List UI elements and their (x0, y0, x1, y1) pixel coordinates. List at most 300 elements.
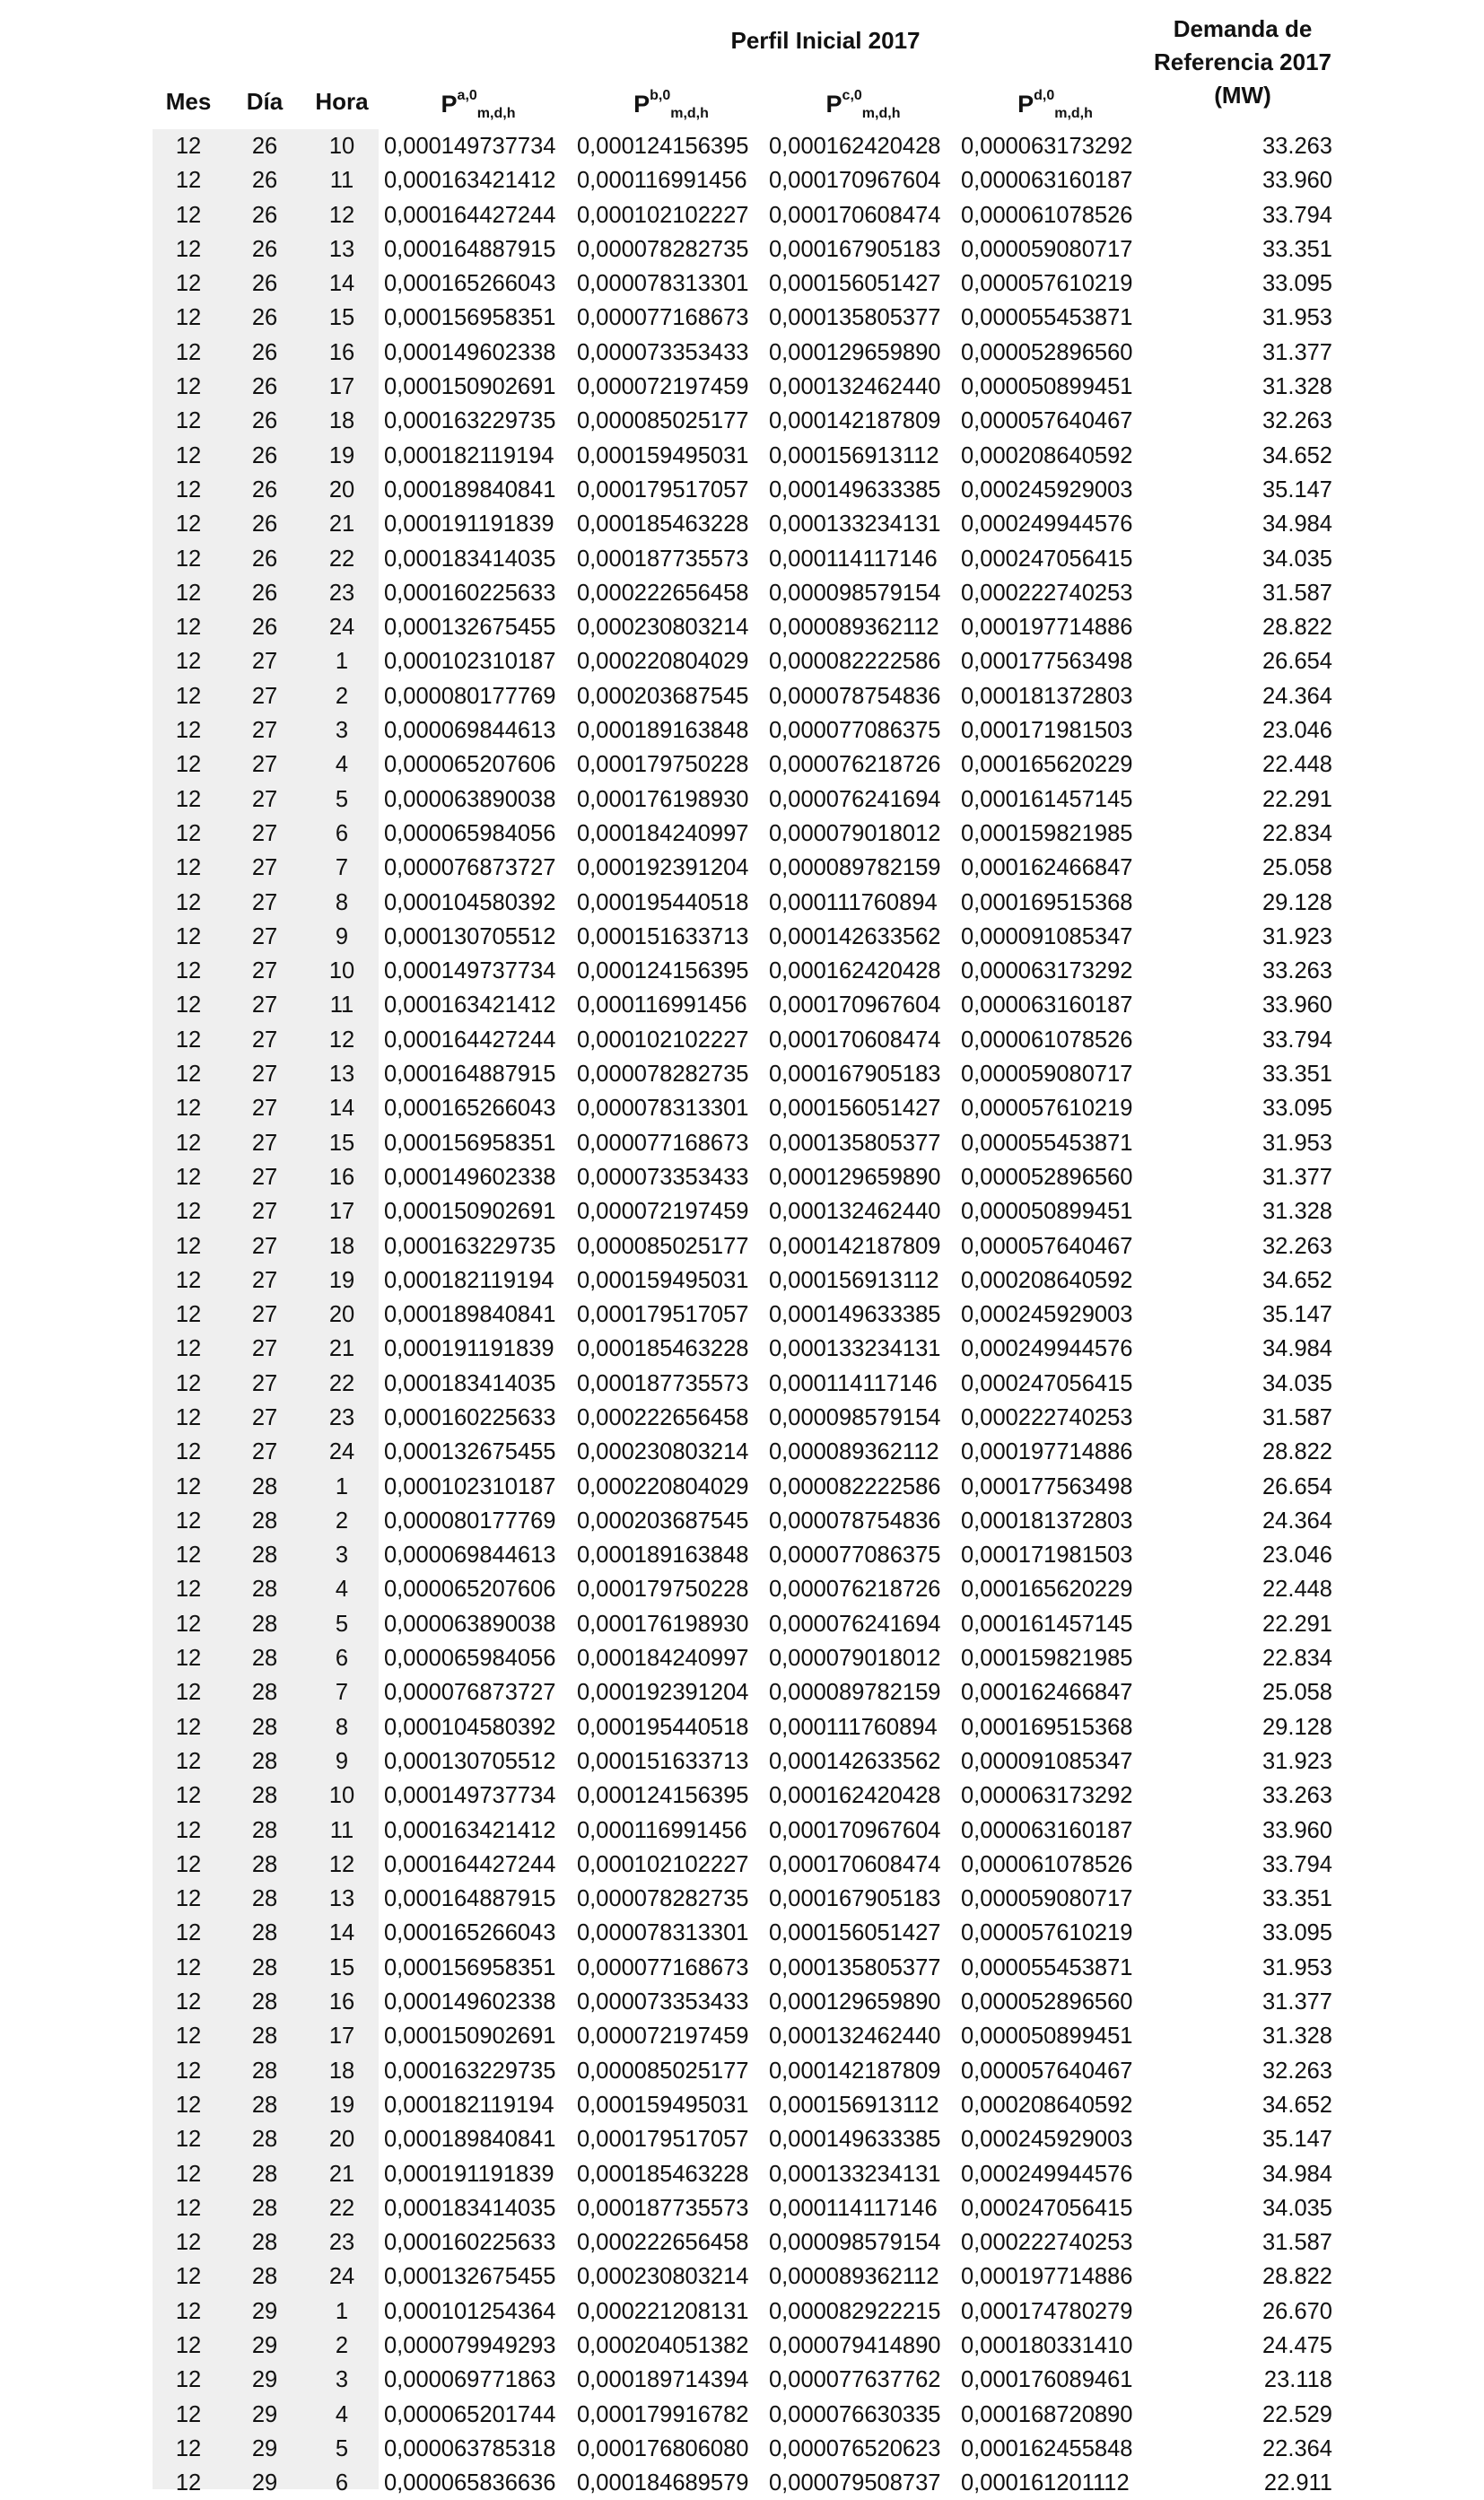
table-row (0, 747, 1484, 782)
table-row (0, 2225, 1484, 2260)
pb-value-cell: 0,000072197459 (577, 1199, 749, 1225)
dia-cell: 28 (251, 1508, 278, 1534)
pc-value-cell: 0,000156913112 (769, 442, 939, 468)
pc-value-cell: 0,000079018012 (769, 820, 941, 846)
dia-cell: 26 (251, 134, 278, 159)
demand-value-cell: 33.351 (1262, 1062, 1332, 1088)
hora-cell: 15 (328, 305, 355, 331)
mes-cell: 12 (175, 615, 202, 641)
mes-cell: 12 (175, 1062, 202, 1088)
pc-value-cell: 0,000162420428 (769, 958, 941, 984)
p-subscript: m,d,h (670, 106, 709, 121)
pa-value-cell: 0,000065836636 (384, 2470, 556, 2496)
pc-value-cell: 0,000111760894 (769, 1714, 938, 1740)
dia-cell: 26 (251, 168, 278, 194)
pc-value-cell: 0,000142633562 (769, 1748, 941, 1774)
pb-value-cell: 0,000179517057 (577, 1302, 749, 1328)
hora-cell: 23 (328, 580, 355, 606)
pd-value-cell: 0,000169515368 (961, 889, 1133, 915)
pc-value-cell: 0,000076218726 (769, 1577, 941, 1603)
demand-header-line: Demanda de (1173, 15, 1313, 42)
dia-cell: 26 (251, 511, 278, 538)
pc-value-cell: 0,000129659890 (769, 1164, 941, 1190)
table-row (0, 2191, 1484, 2225)
hora-cell: 4 (335, 2401, 349, 2427)
dia-cell: 26 (251, 615, 278, 641)
hora-cell: 1 (335, 2298, 349, 2324)
demand-value-cell: 22.291 (1262, 1611, 1332, 1637)
dia-cell: 28 (251, 1886, 278, 1912)
demand-value-cell: 34.984 (1262, 1336, 1332, 1362)
pc-value-cell: 0,000082222586 (769, 649, 941, 675)
hora-cell: 20 (328, 2127, 355, 2153)
hora-cell: 3 (335, 2367, 349, 2393)
mes-cell: 12 (175, 1817, 202, 1843)
demand-value-cell: 23.046 (1262, 718, 1332, 744)
mes-cell: 12 (175, 305, 202, 331)
pd-value-cell: 0,000181372803 (961, 683, 1133, 709)
pb-value-cell: 0,000085025177 (577, 1233, 749, 1259)
pb-value-cell: 0,000185463228 (577, 511, 749, 538)
dia-cell: 26 (251, 374, 278, 400)
mes-cell: 12 (175, 2470, 202, 2496)
demand-header-line: Referencia 2017 (1153, 48, 1332, 75)
table-row (0, 1332, 1484, 1366)
pd-value-cell: 0,000169515368 (961, 1714, 1133, 1740)
demand-value-cell: 29.128 (1262, 889, 1332, 915)
hora-cell: 13 (328, 1062, 355, 1088)
pb-value-cell: 0,000151633713 (577, 923, 749, 949)
mes-cell: 12 (175, 202, 202, 228)
pd-value-cell: 0,000159821985 (961, 1646, 1133, 1672)
pa-value-cell: 0,000150902691 (384, 2024, 556, 2050)
pa-value-cell: 0,000163421412 (384, 992, 556, 1018)
demand-value-cell: 22.834 (1262, 820, 1332, 846)
pd-value-cell: 0,000063173292 (961, 958, 1133, 984)
pd-value-cell: 0,000161457145 (961, 1611, 1133, 1637)
pa-value-cell: 0,000183414035 (384, 546, 556, 572)
table-row (0, 1298, 1484, 1332)
demand-value-cell: 35.147 (1262, 2127, 1332, 2153)
pd-value-cell: 0,000222740253 (961, 1404, 1133, 1430)
demand-value-cell: 26.654 (1262, 649, 1332, 675)
dia-cell: 28 (251, 1611, 278, 1637)
mes-cell: 12 (175, 271, 202, 297)
pd-value-cell: 0,000061078526 (961, 1851, 1133, 1877)
dia-cell: 28 (251, 1851, 278, 1877)
hora-cell: 15 (328, 1130, 355, 1156)
pa-value-cell: 0,000102310187 (384, 649, 556, 675)
pa-value-cell: 0,000163229735 (384, 1233, 556, 1259)
pd-value-cell: 0,000052896560 (961, 339, 1133, 365)
table-row (0, 507, 1484, 541)
pa-value-cell: 0,000149737734 (384, 958, 556, 984)
pb-value-cell: 0,000179750228 (577, 1577, 749, 1603)
table-row (0, 988, 1484, 1022)
table-row (0, 1641, 1484, 1675)
table-row (0, 1744, 1484, 1779)
pc-value-cell: 0,000077086375 (769, 1543, 941, 1569)
pc-value-cell: 0,000089782159 (769, 1680, 941, 1706)
table-row (0, 2054, 1484, 2088)
mes-cell: 12 (175, 236, 202, 262)
pb-value-cell: 0,000073353433 (577, 1989, 749, 2015)
dia-cell: 28 (251, 1714, 278, 1740)
pb-value-cell: 0,000184240997 (577, 1646, 749, 1672)
hora-cell: 16 (328, 339, 355, 365)
mes-cell: 12 (175, 476, 202, 503)
pc-value-cell: 0,000149633385 (769, 1302, 941, 1328)
dia-cell: 26 (251, 236, 278, 262)
pc-column-header (769, 88, 957, 122)
table-row (0, 1951, 1484, 1985)
pb-value-cell: 0,000073353433 (577, 339, 749, 365)
table-row (0, 1091, 1484, 1125)
dia-cell: 29 (251, 2470, 278, 2496)
pa-value-cell: 0,000156958351 (384, 305, 556, 331)
pa-value-cell: 0,000165266043 (384, 1920, 556, 1946)
demand-value-cell: 34.035 (1262, 2195, 1332, 2221)
dia-cell: 28 (251, 1783, 278, 1809)
pb-value-cell: 0,000230803214 (577, 2264, 749, 2290)
p-subscript: m,d,h (1054, 106, 1093, 121)
hora-cell: 18 (328, 1233, 355, 1259)
table-row (0, 1229, 1484, 1263)
pc-value-cell: 0,000089362112 (769, 615, 939, 641)
hora-cell: 10 (328, 134, 355, 159)
table-row (0, 129, 1484, 163)
dia-cell: 27 (251, 992, 278, 1018)
table-row (0, 713, 1484, 747)
pd-value-cell: 0,000061078526 (961, 1027, 1133, 1053)
pd-value-cell: 0,000222740253 (961, 2230, 1133, 2256)
demand-value-cell: 31.923 (1262, 923, 1332, 949)
table-row (0, 1401, 1484, 1435)
table-row (0, 2088, 1484, 2122)
table-row (0, 817, 1484, 851)
hora-cell: 13 (328, 236, 355, 262)
table-row (0, 232, 1484, 267)
pa-value-cell: 0,000191191839 (384, 1336, 554, 1362)
dia-cell: 28 (251, 1473, 278, 1499)
pd-value-cell: 0,000162466847 (961, 855, 1133, 881)
dia-cell: 27 (251, 1336, 278, 1362)
hora-cell: 7 (335, 1680, 349, 1706)
pc-value-cell: 0,000129659890 (769, 1989, 941, 2015)
table-row (0, 542, 1484, 576)
pd-value-cell: 0,000247056415 (961, 1370, 1133, 1396)
pb-value-cell: 0,000184240997 (577, 820, 749, 846)
table-row (0, 2329, 1484, 2363)
demand-value-cell: 28.822 (1262, 615, 1332, 641)
hora-cell: 12 (328, 1027, 355, 1053)
pd-value-cell: 0,000176089461 (961, 2367, 1133, 2393)
pa-value-cell: 0,000164887915 (384, 236, 556, 262)
demand-value-cell: 28.822 (1262, 2264, 1332, 2290)
demand-value-cell: 34.652 (1262, 1267, 1332, 1293)
pa-value-cell: 0,000069844613 (384, 718, 556, 744)
table-row (0, 1470, 1484, 1504)
pd-value-cell: 0,000249944576 (961, 1336, 1133, 1362)
pa-value-cell: 0,000165266043 (384, 1096, 556, 1122)
mes-cell: 12 (175, 374, 202, 400)
dia-cell: 28 (251, 1543, 278, 1569)
pc-value-cell: 0,000167905183 (769, 1062, 941, 1088)
demand-value-cell: 33.263 (1262, 1783, 1332, 1809)
mes-cell: 12 (175, 855, 202, 881)
pb-value-cell: 0,000185463228 (577, 2161, 749, 2187)
hora-cell: 7 (335, 855, 349, 881)
pc-value-cell: 0,000156051427 (769, 271, 941, 297)
hora-cell: 17 (328, 374, 355, 400)
pa-value-cell: 0,000182119194 (384, 442, 554, 468)
pc-value-cell: 0,000167905183 (769, 236, 941, 262)
pc-value-cell: 0,000079508737 (769, 2470, 941, 2496)
pb-value-cell: 0,000116991456 (577, 992, 747, 1018)
pa-value-cell: 0,000132675455 (384, 2264, 556, 2290)
pd-value-cell: 0,000059080717 (961, 1886, 1133, 1912)
demand-value-cell: 31.587 (1262, 580, 1332, 606)
pc-value-cell: 0,000076630335 (769, 2401, 941, 2427)
demand-value-cell: 31.953 (1262, 305, 1332, 331)
dia-cell: 27 (251, 1062, 278, 1088)
table-row (0, 1194, 1484, 1228)
pb-value-cell: 0,000230803214 (577, 615, 749, 641)
mes-cell: 12 (175, 1164, 202, 1190)
pa-value-cell: 0,000163229735 (384, 2058, 556, 2084)
demand-value-cell: 31.328 (1262, 374, 1332, 400)
pb-value-cell: 0,000195440518 (577, 1714, 749, 1740)
demand-value-cell: 22.911 (1263, 2470, 1332, 2496)
mes-cell: 12 (175, 1783, 202, 1809)
pd-value-cell: 0,000245929003 (961, 2127, 1133, 2153)
mes-cell: 12 (175, 1336, 202, 1362)
demand-value-cell: 33.263 (1262, 134, 1332, 159)
pb-value-cell: 0,000187735573 (577, 1370, 749, 1396)
mes-cell: 12 (175, 168, 202, 194)
pc-value-cell: 0,000170608474 (769, 1851, 941, 1877)
pa-value-cell: 0,000104580392 (384, 889, 556, 915)
pb-value-cell: 0,000179750228 (577, 752, 749, 778)
dia-cell: 27 (251, 683, 278, 709)
pc-value-cell: 0,000076241694 (769, 786, 941, 812)
demand-value-cell: 34.035 (1262, 1370, 1332, 1396)
mes-cell: 12 (175, 408, 202, 434)
pd-value-cell: 0,000063160187 (961, 1817, 1133, 1843)
pd-value-cell: 0,000050899451 (961, 2024, 1133, 2050)
pb-value-cell: 0,000176806080 (577, 2435, 749, 2461)
hora-cell: 22 (328, 546, 355, 572)
table-row (0, 404, 1484, 438)
mes-cell: 12 (175, 752, 202, 778)
pb-value-cell: 0,000176198930 (577, 786, 749, 812)
dia-cell: 28 (251, 2127, 278, 2153)
pc-value-cell: 0,000078754836 (769, 683, 941, 709)
demand-value-cell: 24.364 (1262, 1508, 1332, 1534)
hora-cell: 1 (335, 1473, 349, 1499)
dia-cell: 26 (251, 476, 278, 503)
table-row (0, 336, 1484, 370)
pa-value-cell: 0,000163421412 (384, 168, 556, 194)
pd-value-cell: 0,000061078526 (961, 202, 1133, 228)
dia-cell: 26 (251, 305, 278, 331)
table-row (0, 370, 1484, 404)
pb-value-cell: 0,000077168673 (577, 1130, 749, 1156)
hora-cell: 11 (329, 992, 354, 1018)
p-superscript: d,0 (1034, 88, 1055, 103)
pa-value-cell: 0,000160225633 (384, 2230, 556, 2256)
pd-value-cell: 0,000208640592 (961, 2092, 1133, 2118)
pd-value-cell: 0,000057640467 (961, 1233, 1133, 1259)
dia-cell: 27 (251, 1027, 278, 1053)
pa-value-cell: 0,000164427244 (384, 1851, 556, 1877)
hora-cell: 22 (328, 1370, 355, 1396)
pc-value-cell: 0,000156913112 (769, 2092, 939, 2118)
pb-value-cell: 0,000230803214 (577, 1439, 749, 1465)
pd-value-cell: 0,000197714886 (961, 2264, 1133, 2290)
demand-value-cell: 24.475 (1262, 2333, 1332, 2358)
pd-value-cell: 0,000052896560 (961, 1989, 1133, 2015)
table-row (0, 2295, 1484, 2329)
pb-value-cell: 0,000159495031 (577, 1267, 749, 1293)
pa-value-cell: 0,000063785318 (384, 2435, 556, 2461)
hora-cell: 16 (328, 1164, 355, 1190)
pa-value-cell: 0,000069844613 (384, 1543, 556, 1569)
pa-value-cell: 0,000189840841 (384, 1302, 556, 1328)
table-row (0, 1504, 1484, 1538)
table-row (0, 1607, 1484, 1641)
demand-value-cell: 22.448 (1262, 752, 1332, 778)
hora-cell: 19 (328, 1267, 355, 1293)
hora-cell: 17 (328, 1199, 355, 1225)
pc-value-cell: 0,000076218726 (769, 752, 941, 778)
pc-value-cell: 0,000162420428 (769, 134, 941, 159)
demand-value-cell: 35.147 (1262, 1302, 1332, 1328)
pc-value-cell: 0,000132462440 (769, 374, 941, 400)
pd-value-cell: 0,000171981503 (961, 718, 1133, 744)
pc-value-cell: 0,000135805377 (769, 1954, 941, 1980)
table-row (0, 2432, 1484, 2466)
mes-cell: 12 (175, 889, 202, 915)
dia-cell: 29 (251, 2435, 278, 2461)
dia-cell: 28 (251, 2092, 278, 2118)
demand-value-cell: 31.953 (1262, 1954, 1332, 1980)
hora-cell: 18 (328, 2058, 355, 2084)
p-superscript: c,0 (842, 88, 862, 103)
dia-cell: 28 (251, 1954, 278, 1980)
pc-value-cell: 0,000142187809 (769, 1233, 941, 1259)
hora-cell: 10 (328, 958, 355, 984)
pa-value-cell: 0,000156958351 (384, 1954, 556, 1980)
pd-value-cell: 0,000247056415 (961, 2195, 1133, 2221)
pc-value-cell: 0,000078754836 (769, 1508, 941, 1534)
mes-cell: 12 (175, 1954, 202, 1980)
p-symbol: P (441, 91, 458, 118)
table-row (0, 2363, 1484, 2397)
pd-value-cell: 0,000057610219 (961, 1920, 1133, 1946)
mes-cell: 12 (175, 546, 202, 572)
dia-cell: 28 (251, 1680, 278, 1706)
pb-value-cell: 0,000078282735 (577, 1062, 749, 1088)
pc-value-cell: 0,000156913112 (769, 1267, 939, 1293)
hora-cell: 23 (328, 2230, 355, 2256)
pa-value-cell: 0,000189840841 (384, 476, 556, 503)
table-row (0, 163, 1484, 197)
demand-value-cell: 22.834 (1262, 1646, 1332, 1672)
table-row (0, 1675, 1484, 1709)
table-row (0, 2019, 1484, 2053)
pb-value-cell: 0,000192391204 (577, 1680, 749, 1706)
mes-cell: 12 (175, 1989, 202, 2015)
dia-cell: 27 (251, 718, 278, 744)
pc-value-cell: 0,000089362112 (769, 2264, 939, 2290)
mes-cell: 12 (175, 1577, 202, 1603)
table-title: Perfil Inicial 2017 (730, 27, 921, 54)
pa-value-cell: 0,000069771863 (384, 2367, 556, 2393)
mes-cell: 12 (175, 2264, 202, 2290)
pb-value-cell: 0,000203687545 (577, 683, 749, 709)
demand-header-line: (MW) (1214, 82, 1271, 109)
pd-value-cell: 0,000059080717 (961, 1062, 1133, 1088)
demand-value-cell: 26.654 (1262, 1473, 1332, 1499)
mes-cell: 12 (175, 1714, 202, 1740)
pc-value-cell: 0,000135805377 (769, 1130, 941, 1156)
pa-value-cell: 0,000150902691 (384, 374, 556, 400)
hora-cell: 23 (328, 1404, 355, 1430)
dia-cell: 27 (251, 889, 278, 915)
mes-cell: 12 (175, 2058, 202, 2084)
pb-value-cell: 0,000124156395 (577, 134, 749, 159)
demand-value-cell: 33.095 (1262, 1920, 1332, 1946)
demand-value-cell: 24.364 (1262, 683, 1332, 709)
table-row (0, 782, 1484, 817)
mes-cell: 12 (175, 992, 202, 1018)
pd-value-cell: 0,000208640592 (961, 442, 1133, 468)
pb-value-cell: 0,000078313301 (577, 271, 749, 297)
mes-cell: 12 (175, 1199, 202, 1225)
mes-cell: 12 (175, 1233, 202, 1259)
hora-cell: 9 (335, 923, 349, 949)
pa-value-cell: 0,000183414035 (384, 1370, 556, 1396)
mes-cell: 12 (175, 2092, 202, 2118)
pb-value-cell: 0,000220804029 (577, 649, 749, 675)
p-symbol: P (1017, 91, 1034, 118)
pc-value-cell: 0,000167905183 (769, 1886, 941, 1912)
pd-value-cell: 0,000222740253 (961, 580, 1133, 606)
pa-value-cell: 0,000130705512 (384, 923, 556, 949)
demand-column-header (1130, 13, 1355, 112)
hora-cell: 17 (328, 2024, 355, 2050)
dia-cell: 27 (251, 1130, 278, 1156)
mes-cell: 12 (175, 958, 202, 984)
demand-value-cell: 33.960 (1262, 168, 1332, 194)
table-body (0, 129, 1484, 2500)
mes-cell: 12 (175, 2024, 202, 2050)
hora-cell: 24 (328, 615, 355, 641)
demand-value-cell: 25.058 (1262, 855, 1332, 881)
hora-cell: 2 (335, 683, 349, 709)
demand-value-cell: 34.652 (1262, 442, 1332, 468)
pa-value-cell: 0,000163229735 (384, 408, 556, 434)
pd-value-cell: 0,000159821985 (961, 820, 1133, 846)
mes-cell: 12 (175, 134, 202, 159)
pb-value-cell: 0,000072197459 (577, 2024, 749, 2050)
pa-value-cell: 0,000132675455 (384, 615, 556, 641)
pc-value-cell: 0,000142187809 (769, 408, 941, 434)
table-row (0, 1435, 1484, 1469)
hora-cell: 10 (328, 1783, 355, 1809)
pb-value-cell: 0,000077168673 (577, 1954, 749, 1980)
